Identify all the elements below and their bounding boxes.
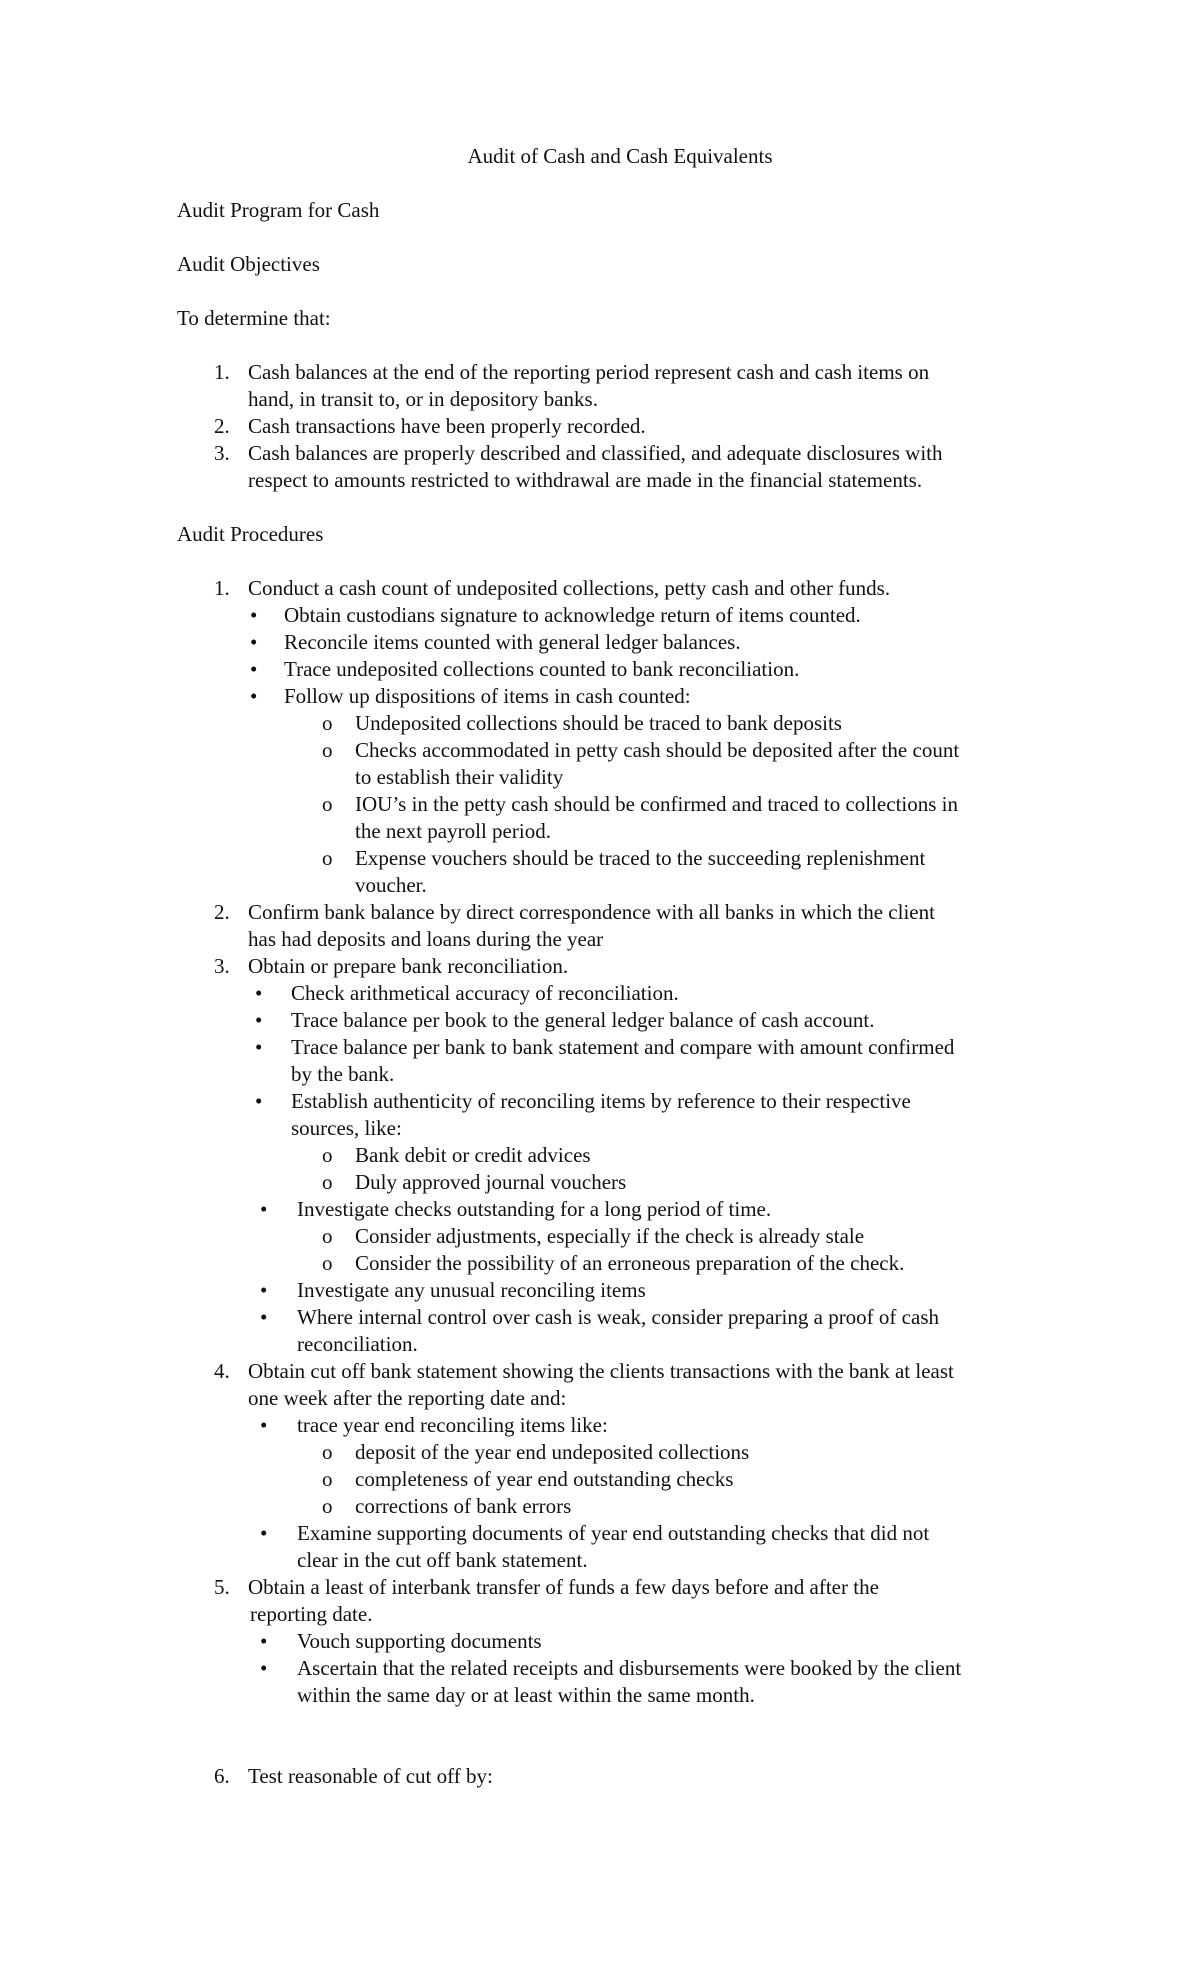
bullet-item: Obtain custodians signature to acknowledge return of items counted. [284,603,861,627]
bullet-icon: • [260,1629,268,1653]
sub-bullet-item: corrections of bank errors [355,1494,572,1518]
sub-bullet-item: completeness of year end outstanding checks [355,1467,734,1491]
bullet-item: sources, like: [291,1116,402,1140]
sub-bullet-item: Consider the possibility of an erroneous preparation of the check. [355,1251,905,1275]
procedure-text: Confirm bank balance by direct correspondence with all banks in which the client [248,900,935,924]
bullet-item: reconciliation. [297,1332,418,1356]
bullet-icon: • [255,1089,263,1113]
sub-bullet-icon: o [322,1467,333,1491]
procedure-number: 6. [214,1764,230,1788]
sub-bullet-item: IOU’s in the petty cash should be confirmed and traced to collections in [355,792,959,816]
sub-bullet-item: the next payroll period. [355,819,551,843]
sub-bullet-item: Expense vouchers should be traced to the succeeding replenishment [355,846,926,870]
bullet-icon: • [250,684,258,708]
bullet-icon: • [250,657,258,681]
objective-line: respect to amounts restricted to withdrawal are made in the financial statements. [248,468,923,492]
procedures-heading: Audit Procedures [177,522,324,546]
objective-line: Cash balances at the end of the reporting period represent cash and cash items on [248,360,930,384]
bullet-item: Ascertain that the related receipts and disbursements were booked by the client [297,1656,962,1680]
bullet-item: within the same day or at least within the same month. [297,1683,755,1707]
sub-bullet-icon: o [322,1251,333,1275]
bullet-item: by the bank. [291,1062,395,1086]
bullet-icon: • [255,1008,263,1032]
bullet-icon: • [250,603,258,627]
bullet-icon: • [260,1521,268,1545]
bullet-item: trace year end reconciling items like: [297,1413,608,1437]
bullet-item: Examine supporting documents of year end outstanding checks that did not [297,1521,930,1545]
objective-line: Cash balances are properly described and classified, and adequate disclosures with [248,441,943,465]
sub-bullet-item: Duly approved journal vouchers [355,1170,627,1194]
sub-bullet-item: Consider adjustments, especially if the check is already stale [355,1224,865,1248]
bullet-item: Trace balance per book to the general ledger balance of cash account. [291,1008,875,1032]
objectives-heading: Audit Objectives [177,252,320,276]
bullet-item: Reconcile items counted with general ledger balances. [284,630,741,654]
objective-line: hand, in transit to, or in depository banks. [248,387,598,411]
bullet-item: Check arithmetical accuracy of reconciliation. [291,981,679,1005]
procedure-text: Obtain or prepare bank reconciliation. [248,954,569,978]
bullet-item: Investigate any unusual reconciling items [297,1278,646,1302]
procedure-number: 4. [214,1359,230,1383]
bullet-icon: • [260,1305,268,1329]
objective-number: 2. [214,414,230,438]
bullet-item: Trace undeposited collections counted to bank reconciliation. [284,657,800,681]
determine-intro: To determine that: [177,306,331,330]
sub-bullet-icon: o [322,1440,333,1464]
sub-bullet-icon: o [322,1494,333,1518]
procedure-text: Obtain cut off bank statement showing the clients transactions with the bank at least [248,1359,954,1383]
sub-bullet-icon: o [322,711,333,735]
bullet-icon: • [260,1197,268,1221]
objective-number: 3. [214,441,230,465]
procedure-text: one week after the reporting date and: [248,1386,567,1410]
procedure-text: Test reasonable of cut off by: [248,1764,493,1788]
bullet-icon: • [260,1278,268,1302]
procedure-number: 2. [214,900,230,924]
procedure-text: Conduct a cash count of undeposited collections, petty cash and other funds. [248,576,891,600]
bullet-icon: • [250,630,258,654]
bullet-item: clear in the cut off bank statement. [297,1548,588,1572]
sub-bullet-item: Bank debit or credit advices [355,1143,591,1167]
bullet-icon: • [260,1656,268,1680]
sub-bullet-icon: o [322,1143,333,1167]
procedure-text: has had deposits and loans during the year [248,927,604,951]
sub-bullet-icon: o [322,738,333,762]
document-title: Audit of Cash and Cash Equivalents [467,144,773,168]
bullet-icon: • [260,1413,268,1437]
bullet-item: Trace balance per bank to bank statement and compare with amount confirmed [291,1035,955,1059]
procedure-text: reporting date. [250,1602,373,1626]
sub-bullet-item: deposit of the year end undeposited collections [355,1440,750,1464]
objective-number: 1. [214,360,230,384]
sub-bullet-item: Undeposited collections should be traced to bank deposits [355,711,842,735]
procedure-text: Obtain a least of interbank transfer of funds a few days before and after the [248,1575,879,1599]
sub-bullet-item: voucher. [355,873,427,897]
bullet-item: Establish authenticity of reconciling items by reference to their respective [291,1089,911,1113]
bullet-item: Investigate checks outstanding for a long period of time. [297,1197,772,1221]
sub-bullet-item: to establish their validity [355,765,564,789]
procedure-number: 3. [214,954,230,978]
sub-bullet-icon: o [322,792,333,816]
sub-bullet-icon: o [322,846,333,870]
sub-bullet-icon: o [322,1170,333,1194]
objective-line: Cash transactions have been properly recorded. [248,414,646,438]
bullet-icon: • [255,1035,263,1059]
procedure-number: 5. [214,1575,230,1599]
program-heading: Audit Program for Cash [177,198,380,222]
bullet-item: Follow up dispositions of items in cash counted: [284,684,691,708]
bullet-item: Where internal control over cash is weak, consider preparing a proof of cash [297,1305,939,1329]
procedure-number: 1. [214,576,230,600]
bullet-icon: • [255,981,263,1005]
sub-bullet-icon: o [322,1224,333,1248]
sub-bullet-item: Checks accommodated in petty cash should be deposited after the count [355,738,960,762]
bullet-item: Vouch supporting documents [297,1629,542,1653]
